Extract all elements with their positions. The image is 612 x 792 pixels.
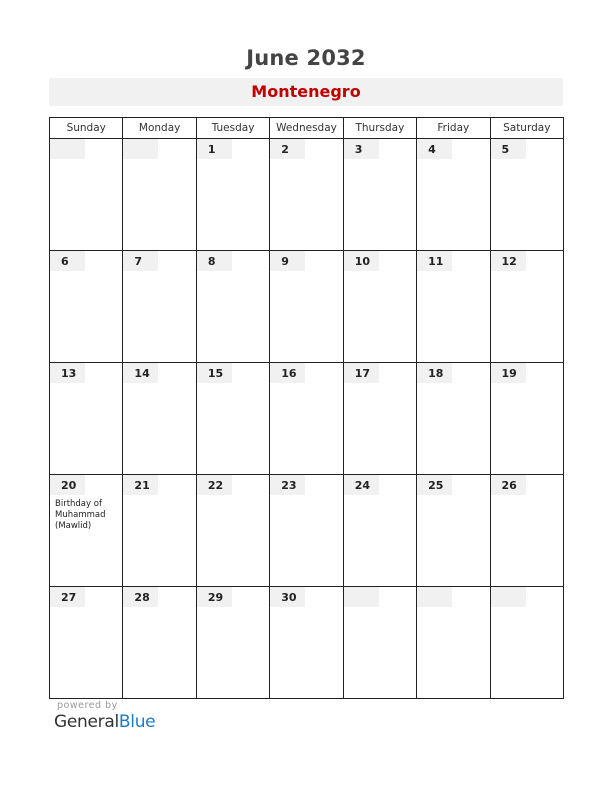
- day-cell: [417, 139, 490, 251]
- day-number: 27: [50, 587, 85, 607]
- day-cell: [123, 363, 196, 475]
- day-number: 6: [50, 251, 85, 271]
- day-number: 21: [123, 475, 158, 495]
- day-number: 3: [344, 139, 379, 159]
- day-number: 15: [197, 363, 232, 383]
- day-cell: [123, 139, 196, 251]
- day-cell: [50, 587, 123, 699]
- day-number: 25: [417, 475, 452, 495]
- day-number: 26: [491, 475, 526, 495]
- weekday-thursday: Thursday: [343, 118, 416, 139]
- day-cell: [490, 363, 563, 475]
- country-name: Montenegro: [251, 82, 361, 101]
- day-cell: [196, 251, 269, 363]
- weekday-tuesday: Tuesday: [196, 118, 269, 139]
- day-cell: [50, 139, 123, 251]
- day-number: 7: [123, 251, 158, 271]
- day-number: 2: [270, 139, 305, 159]
- week-row: [50, 363, 564, 475]
- day-number: 12: [491, 251, 526, 271]
- day-number: 1: [197, 139, 232, 159]
- day-number: 28: [123, 587, 158, 607]
- day-number: [417, 587, 452, 607]
- calendar-title: June 2032: [246, 46, 366, 70]
- brand-name-blue: Blue: [118, 712, 156, 732]
- day-cell: [417, 475, 490, 587]
- day-cell: [417, 363, 490, 475]
- day-number: 29: [197, 587, 232, 607]
- day-number: 18: [417, 363, 452, 383]
- day-number: 30: [270, 587, 305, 607]
- day-cell: [490, 251, 563, 363]
- week-row: [50, 139, 564, 251]
- day-cell: [343, 363, 416, 475]
- day-cell: [50, 475, 123, 587]
- weekday-saturday: Saturday: [490, 118, 563, 139]
- day-number: 23: [270, 475, 305, 495]
- brand-logo[interactable]: [54, 712, 155, 732]
- day-number: 22: [197, 475, 232, 495]
- country-banner: [49, 78, 563, 106]
- day-cell: [490, 587, 563, 699]
- day-cell: [123, 587, 196, 699]
- day-number: [123, 139, 158, 159]
- day-number: 10: [344, 251, 379, 271]
- day-number: 8: [197, 251, 232, 271]
- day-number: [50, 139, 85, 159]
- day-number: [491, 587, 526, 607]
- calendar-grid: [49, 117, 564, 699]
- day-number: 20: [50, 475, 85, 495]
- day-cell: [270, 587, 343, 699]
- day-number: 9: [270, 251, 305, 271]
- day-cell: [123, 251, 196, 363]
- day-cell: [270, 139, 343, 251]
- holiday-event: Birthday of Muhammad (Mawlid): [55, 499, 106, 531]
- day-cell: [123, 475, 196, 587]
- day-cell: [50, 251, 123, 363]
- day-number: 16: [270, 363, 305, 383]
- day-cell: [196, 363, 269, 475]
- day-cell: [50, 363, 123, 475]
- week-row: [50, 587, 564, 699]
- weekday-sunday: Sunday: [50, 118, 123, 139]
- day-cell: [343, 251, 416, 363]
- day-cell: [270, 363, 343, 475]
- day-cell: [490, 139, 563, 251]
- powered-by-label: powered by: [57, 700, 118, 711]
- weekday-header-row: [50, 118, 564, 139]
- day-cell: [417, 251, 490, 363]
- day-cell: [343, 475, 416, 587]
- day-number: 17: [344, 363, 379, 383]
- week-row: [50, 475, 564, 587]
- day-cell: [490, 475, 563, 587]
- day-cell: [270, 251, 343, 363]
- day-cell: [196, 475, 269, 587]
- weekday-monday: Monday: [123, 118, 196, 139]
- day-number: 4: [417, 139, 452, 159]
- week-row: [50, 251, 564, 363]
- day-cell: [270, 475, 343, 587]
- weekday-friday: Friday: [417, 118, 490, 139]
- day-number: 24: [344, 475, 379, 495]
- weekday-wednesday: Wednesday: [270, 118, 343, 139]
- day-number: 19: [491, 363, 526, 383]
- day-number: 14: [123, 363, 158, 383]
- day-cell: [343, 139, 416, 251]
- day-number: 5: [491, 139, 526, 159]
- day-number: 11: [417, 251, 452, 271]
- day-number: [344, 587, 379, 607]
- brand-name-general: General: [54, 712, 119, 732]
- day-cell: [417, 587, 490, 699]
- day-number: 13: [50, 363, 85, 383]
- day-cell: [196, 139, 269, 251]
- day-cell: [196, 587, 269, 699]
- day-cell: [343, 587, 416, 699]
